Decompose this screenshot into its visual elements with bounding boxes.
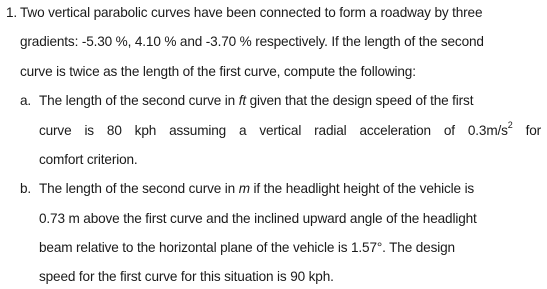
part-a-text: The length of the second curve in (39, 93, 239, 108)
word: is (84, 123, 94, 138)
word: 80 (106, 123, 122, 138)
word: a (239, 123, 247, 138)
problem-number: 1. (6, 5, 18, 20)
acceleration-value (467, 120, 513, 139)
part-b-line-4: speed for the first curve for this situation is 90 kph. (39, 269, 334, 284)
part-a-line-3: comfort criterion. (39, 152, 138, 167)
part-b-label: b. (20, 181, 32, 196)
superscript-2: 2 (507, 120, 513, 131)
intro-line-1: Two vertical parabolic curves have been connected to form a roadway by three (20, 5, 483, 20)
part-a-line-1 (39, 93, 541, 109)
acceleration-unit: 0.3m/s (467, 123, 508, 138)
part-a-text: given that the design speed of the first (245, 93, 474, 108)
unit-ft: ft (238, 93, 246, 108)
intro-line-3: curve is twice as the length of the first curve, compute the following: (20, 64, 416, 79)
word: acceleration (359, 123, 431, 138)
part-b-line-1 (39, 181, 541, 197)
word: for (525, 123, 541, 138)
unit-m: m (238, 181, 250, 196)
part-b-line-3: beam relative to the horizontal plane of the vehicle is 1.57°. The design (39, 240, 455, 255)
word: curve (39, 123, 72, 138)
word: vertical (259, 123, 302, 138)
intro-line-2: gradients: -5.30 %, 4.10 % and -3.70 % respectively. If the length of the second (20, 34, 484, 49)
part-b-line-2: 0.73 m above the first curve and the inclined upward angle of the headlight (39, 211, 477, 226)
word: radial (314, 123, 347, 138)
word: kph (134, 123, 157, 138)
part-b-text: The length of the second curve in (39, 181, 239, 196)
word: of (443, 123, 455, 138)
part-a-label: a. (20, 93, 32, 108)
word: assuming (169, 123, 227, 138)
part-b-text: if the headlight height of the vehicle is (249, 181, 475, 196)
part-a-line-2 (39, 120, 541, 139)
